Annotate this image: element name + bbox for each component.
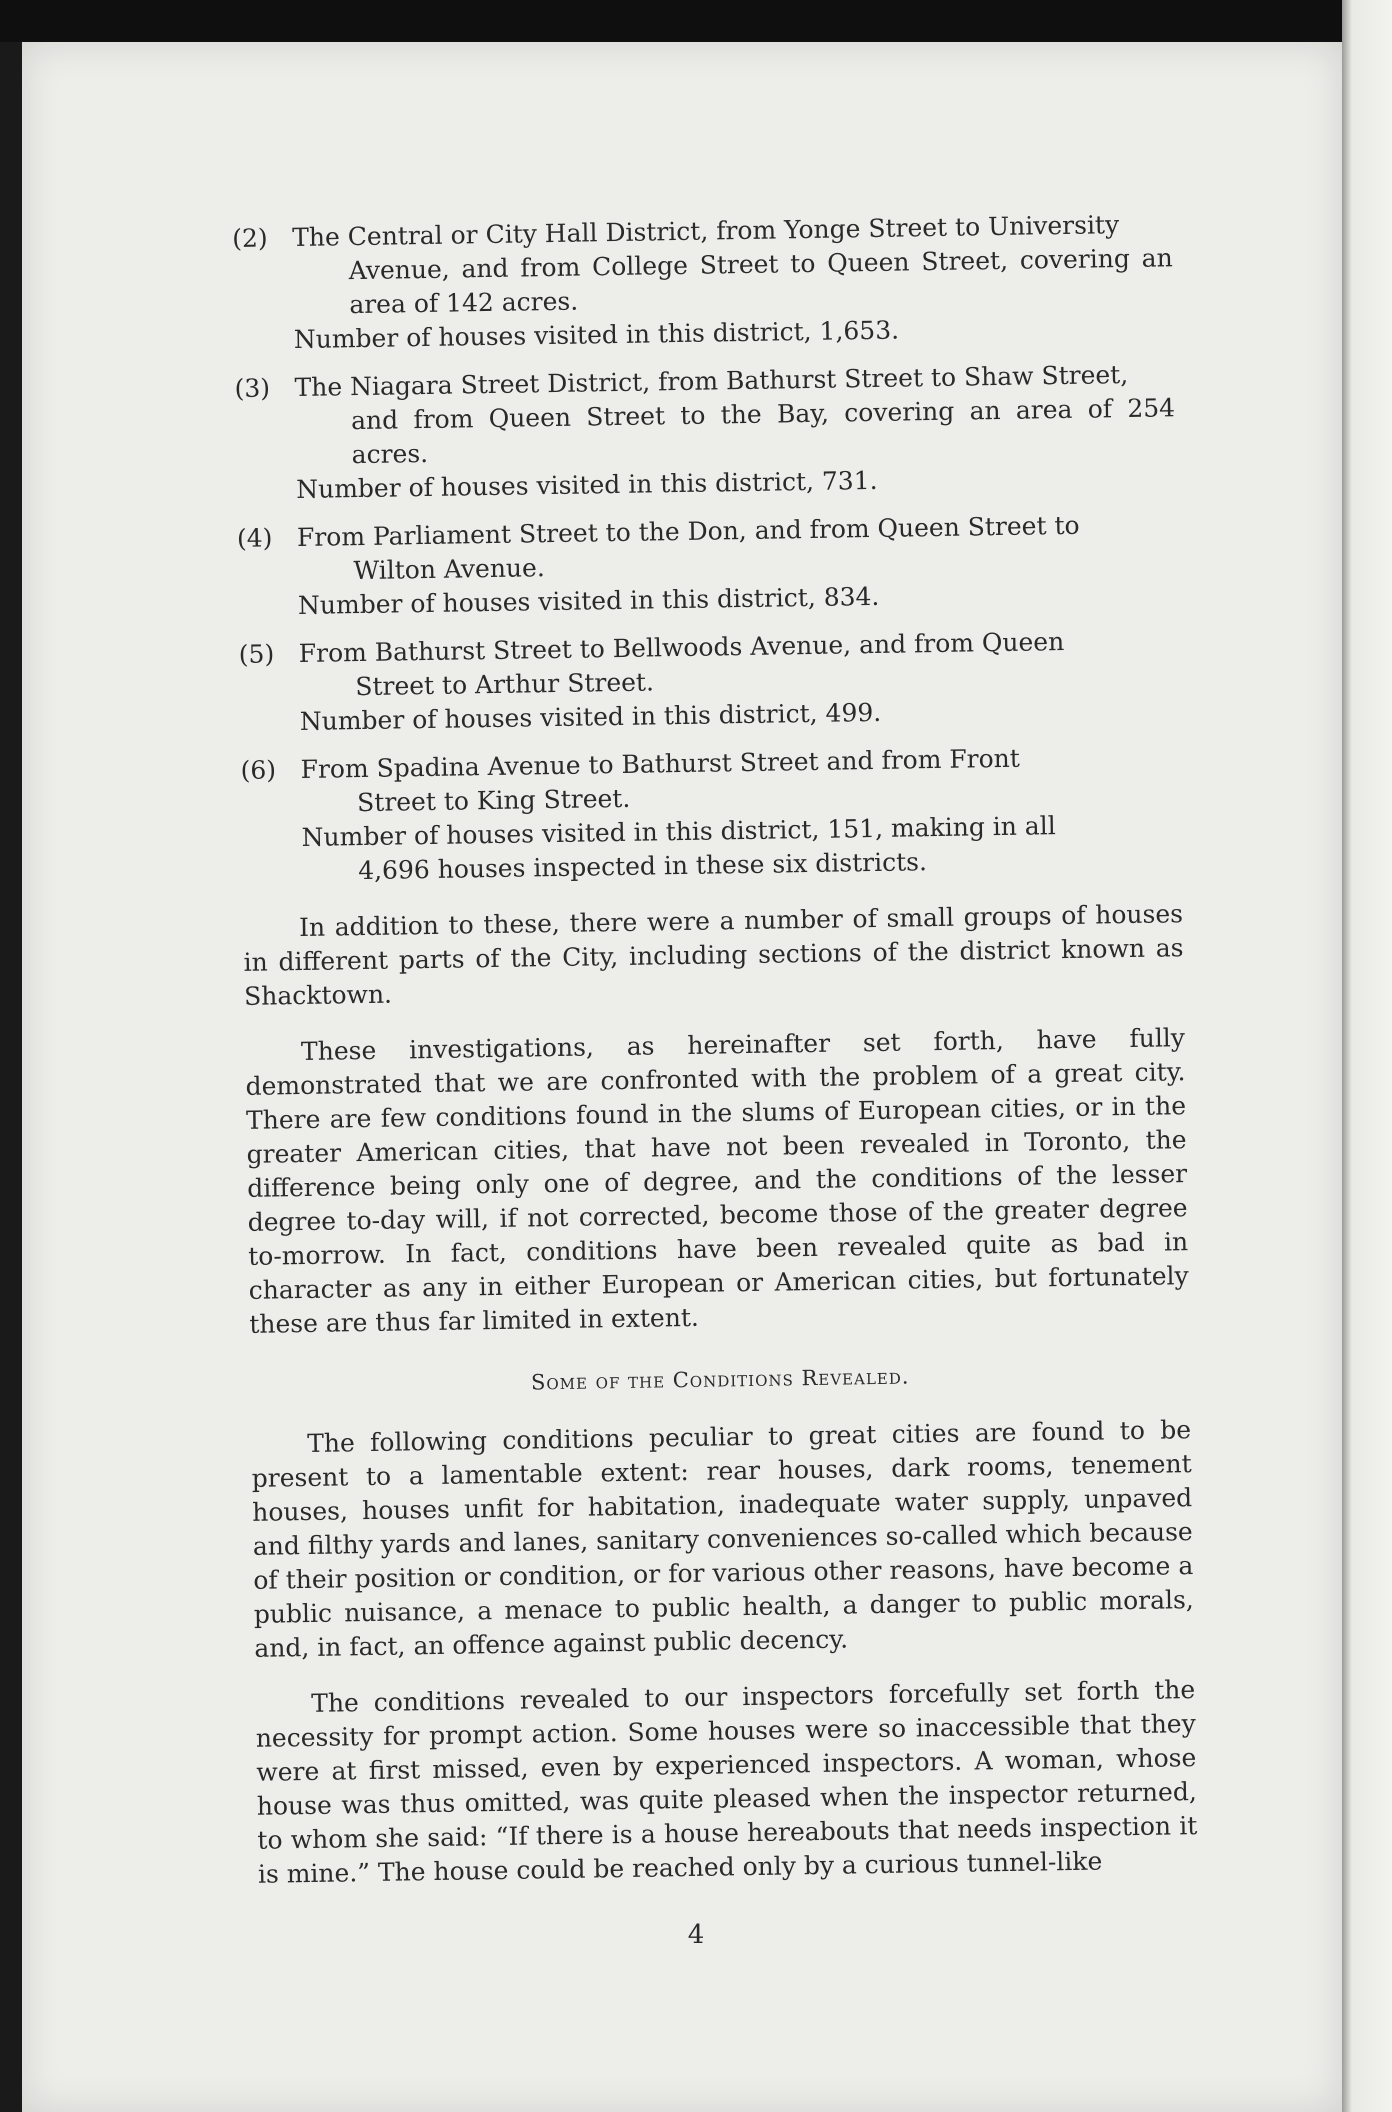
district-description: The Central or City Hall District, from Yonge Street to University Avenue, and from College Street to Queen Street, covering an area of 142 acres. bbox=[292, 210, 1173, 320]
scan-page-edge bbox=[1342, 0, 1392, 2112]
district-number: (5) bbox=[238, 639, 275, 669]
district-item bbox=[234, 357, 1176, 508]
district-number: (3) bbox=[234, 373, 271, 403]
district-description: From Parliament Street to the Don, and from Queen Street to Wilton Avenue. bbox=[296, 510, 1080, 586]
district-description: The Niagara Street District, from Bathurst Street to Shaw Street, and from Queen Street to the Bay, covering an area of 254 acres. bbox=[294, 359, 1176, 470]
district-number: (4) bbox=[236, 523, 273, 553]
paragraph-addition: In addition to these, there were a number of small groups of houses in different parts of the City, including sections of the district known as Shacktown. bbox=[243, 899, 1184, 1011]
section-heading: Some of the Conditions Revealed. bbox=[530, 1364, 910, 1395]
district-item bbox=[239, 623, 1180, 740]
district-houses-visited: Number of houses visited in this district, 731. bbox=[295, 465, 878, 505]
district-houses-visited: Number of houses visited in this district, 1,653. bbox=[293, 315, 900, 355]
page-number: 4 bbox=[687, 1920, 705, 1950]
paragraph-inspectors: The conditions revealed to our inspectors forcefully set forth the necessity for prompt action. Some houses were so inaccessible that they were at first missed, even by experienced inspectors. A woman, whose house was thus omitted, was quite pleased when the inspector returned, to whom she said: “If there is a house hereabouts that needs inspection it is mine.” The house could be reached only by a curious tunnel-like bbox=[255, 1675, 1198, 1889]
district-item bbox=[237, 507, 1178, 624]
district-houses-visited: Number of houses visited in this district, 151, making in all 4,696 houses inspected in these six districts. bbox=[301, 811, 1056, 886]
district-houses-visited: Number of houses visited in this district, 834. bbox=[297, 581, 880, 621]
district-item bbox=[240, 739, 1182, 890]
paragraph-investigations: These investigations, as hereinafter set forth, have fully demonstrated that we are confronted with the problem of a great city. There are few conditions found in the slums of European cities, or in the greater American cities, that have not been revealed in Toronto, the difference being only one of degree, and the conditions of the lesser degree to-day will, if not corrected, become those of the greater degree to-morrow. In fact, conditions have been revealed quite as bad in character as any in either European or American cities, but fortunately these are thus far limited in extent. bbox=[245, 1023, 1189, 1339]
paragraph-conditions: The following conditions peculiar to great cities are found to be present to a lamentable extent: rear houses, dark rooms, tenement houses, houses unfit for habitation, inadequate water supply, unpaved and filthy yards and lanes, sanitary conveniences so-called which because of their position or condition, or for various other reasons, have become a public nuisance, a menace to public health, a danger to public morals, and, in fact, an offence against public decency. bbox=[251, 1415, 1194, 1663]
district-description: From Bathurst Street to Bellwoods Avenue, and from Queen Street to Arthur Street. bbox=[298, 626, 1065, 702]
district-number: (6) bbox=[240, 755, 277, 785]
scan-top-border bbox=[0, 0, 1392, 42]
district-houses-visited: Number of houses visited in this district, 499. bbox=[299, 697, 882, 736]
district-item bbox=[232, 207, 1174, 358]
district-description: From Spadina Avenue to Bathurst Street and from Front Street to King Street. bbox=[300, 743, 1021, 818]
page-content bbox=[232, 207, 1198, 1892]
district-number: (2) bbox=[232, 223, 268, 253]
